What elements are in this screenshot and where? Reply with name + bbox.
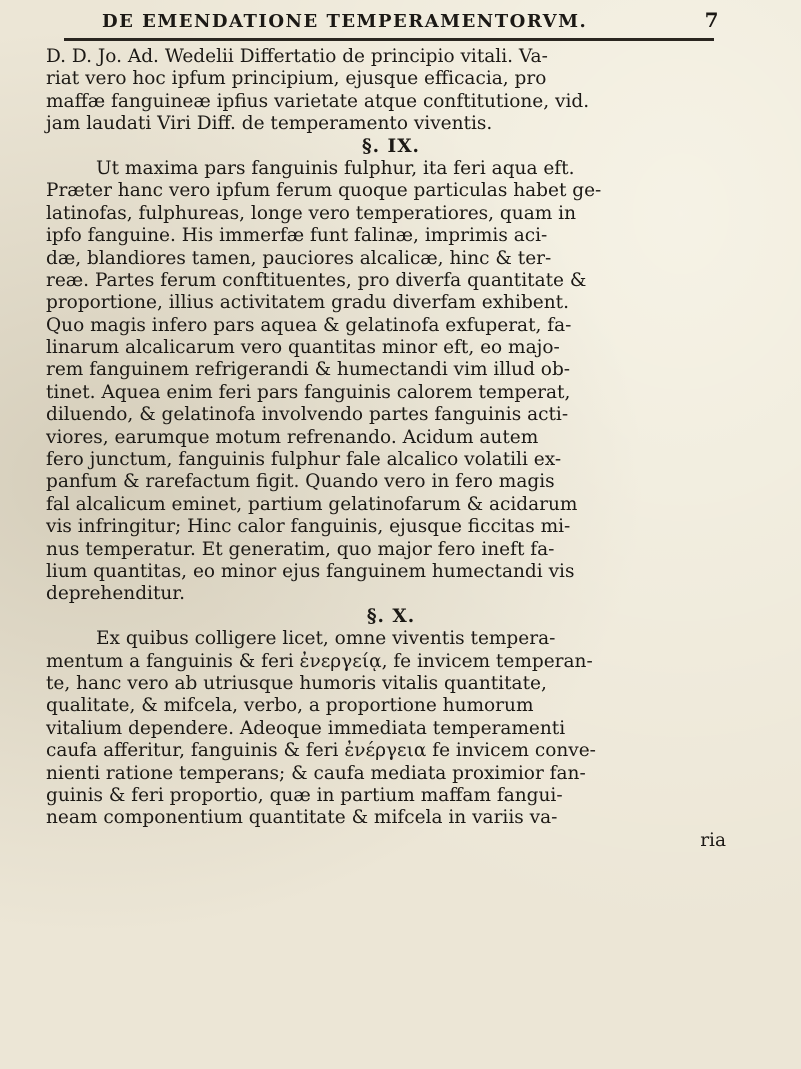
text-line: caufa afferitur, fanguinis & feri ἐνέργεια fe invicem conve- (46, 740, 596, 762)
text-line: mentum a fanguinis & feri ἐνεργείᾳ, fe invicem temperan- (46, 650, 593, 672)
text-line: nus temperatur. Et generatim, quo major fero ineft fa- (46, 538, 555, 560)
text-line: panfum & rarefactum figit. Quando vero in fero magis (46, 471, 555, 493)
text-line: D. D. Jo. Ad. Wedelii Differtatio de principio vitali. Va- (46, 46, 548, 67)
text-line: lium quantitas, eo minor ejus fanguinem humectandi vis (46, 560, 575, 582)
section-heading: §. X. (366, 605, 416, 627)
section-heading: §. IX. (361, 135, 420, 157)
text-line: deprehenditur. (46, 583, 186, 605)
text-line: viores, earumque motum refrenando. Acidum autem (46, 426, 539, 448)
body-text (46, 46, 736, 852)
text-line: te, hanc vero ab utriusque humoris vitalis quantitate, (46, 672, 547, 694)
text-line: reæ. Partes ferum conftituentes, pro diverfa quantitate & (46, 269, 587, 291)
running-head (100, 8, 720, 34)
text-line: vitalium dependere. Adeoque immediata temperamenti (46, 717, 566, 739)
text-line: jam laudati Viri Diff. de temperamento viventis. (46, 113, 493, 135)
text-line: fal alcalicum eminet, partium gelatinofarum & acidarum (46, 493, 578, 515)
running-head-title: DE EMENDATIONE TEMPERAMENTORVM. (102, 11, 588, 32)
text-line: dæ, blandiores tamen, pauciores alcalicæ, hinc & ter- (46, 247, 552, 269)
text-line: proportione, illius activitatem gradu diverfam exhibent. (46, 292, 569, 314)
page-number: 7 (704, 8, 720, 32)
text-line: linarum alcalicarum vero quantitas minor eft, eo majo- (46, 337, 560, 359)
text-line: Præter hanc vero ipfum ferum quoque particulas habet ge- (46, 180, 602, 202)
text-line: nienti ratione temperans; & caufa mediata proximior fan- (46, 762, 586, 784)
text-line: diluendo, & gelatinofa involvendo partes fanguinis acti- (46, 404, 569, 426)
text-line: maffæ fanguineæ ipfius varietate atque conftitutione, vid. (46, 90, 590, 112)
text-line: tinet. Aquea enim feri pars fanguinis calorem temperat, (46, 381, 571, 403)
text-line: neam componentium quantitate & mifcela in variis va- (46, 807, 558, 829)
header-rule (64, 38, 714, 41)
text-line: vis infringitur; Hinc calor fanguinis, ejusque ficcitas mi- (46, 516, 571, 538)
text-line: latinofas, fulphureas, longe vero temperatiores, quam in (46, 202, 576, 224)
text-line: riat vero hoc ipfum principium, ejusque efficacia, pro (46, 68, 547, 90)
text-line: rem fanguinem refrigerandi & humectandi vim illud ob- (46, 359, 571, 381)
text-line: Ex quibus colligere licet, omne viventis tempera- (96, 628, 556, 650)
text-line: Ut maxima pars fanguinis fulphur, ita feri aqua eft. (96, 157, 575, 179)
text-line: Quo magis infero pars aquea & gelatinofa exfuperat, fa- (46, 314, 572, 336)
text-line: fero junctum, fanguinis fulphur fale alcalico volatili ex- (46, 449, 562, 471)
text-line: guinis & feri proportio, quæ in partium maffam fangui- (46, 784, 563, 806)
catchword: ria (700, 829, 726, 851)
text-line: ipfo fanguine. His immerfæ funt falinæ, imprimis aci- (46, 225, 548, 247)
text-line: qualitate, & mifcela, verbo, a proportione humorum (46, 695, 534, 717)
